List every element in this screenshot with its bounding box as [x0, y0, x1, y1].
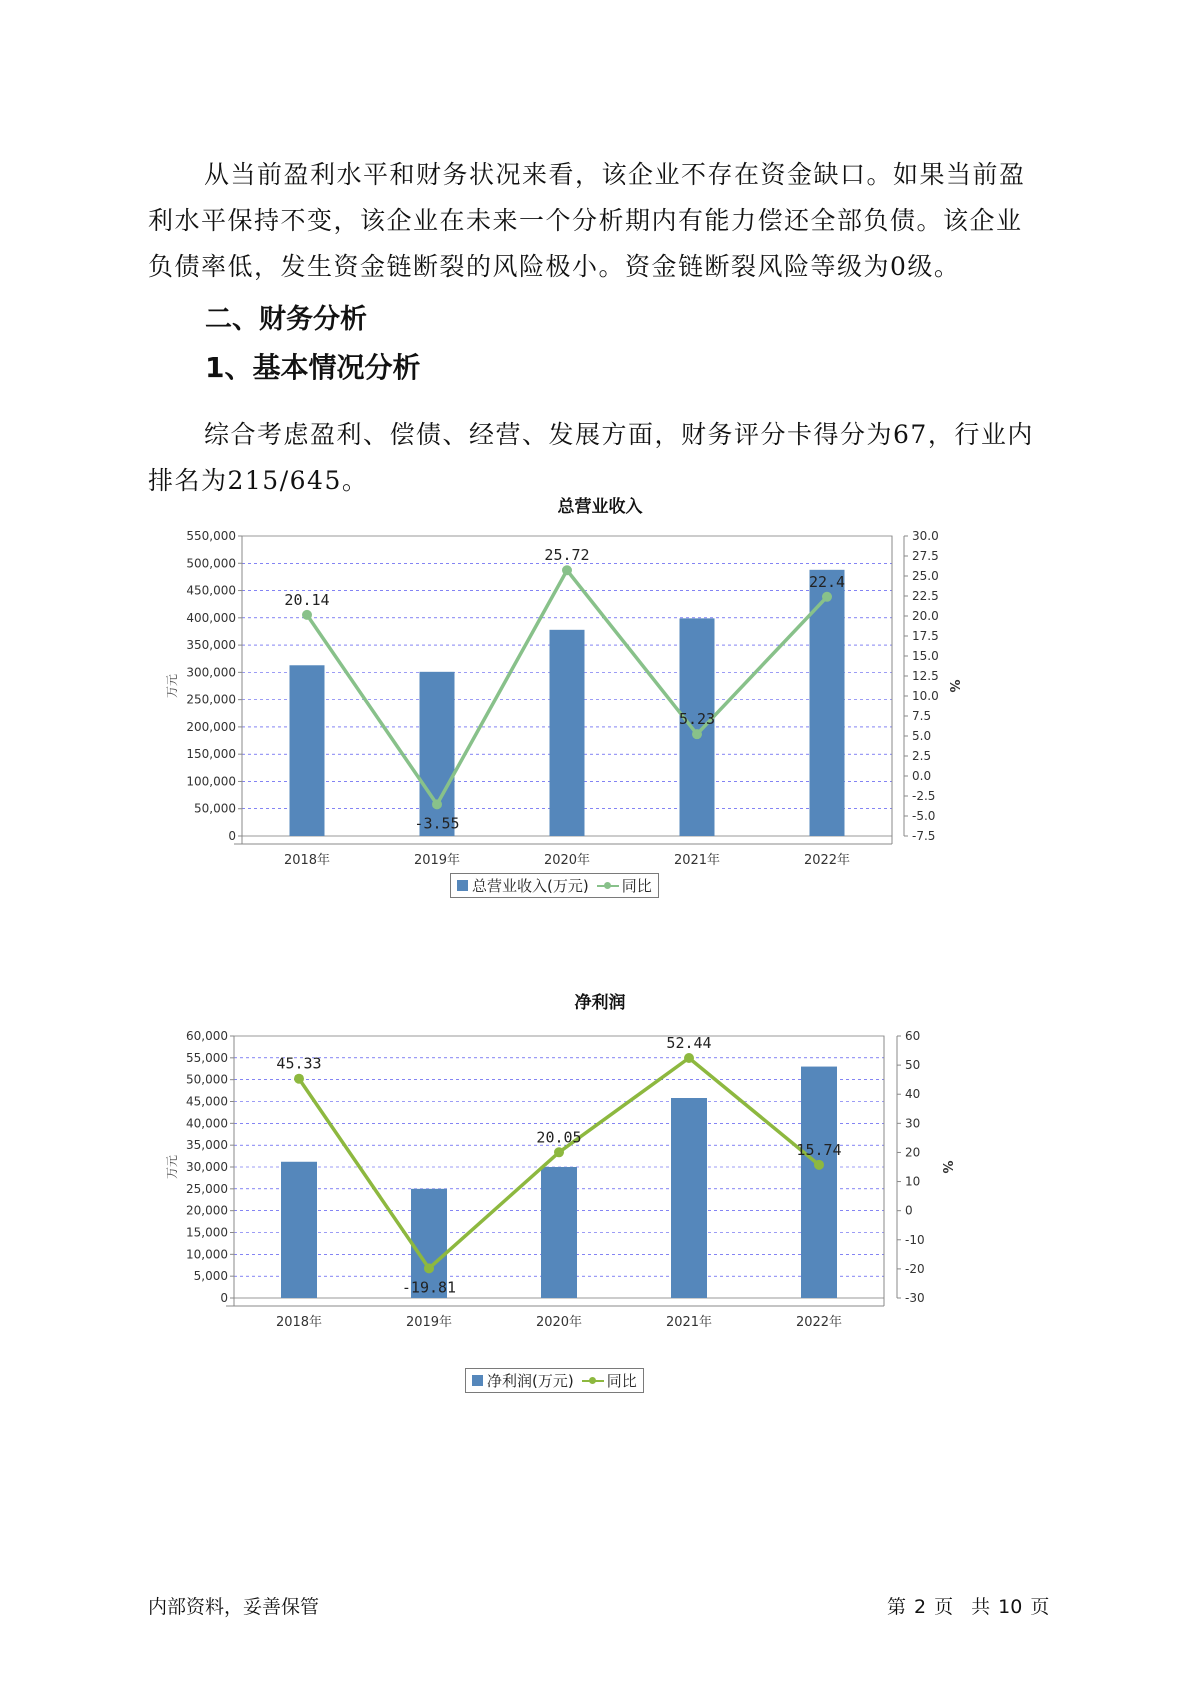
x-axis-tick-label: 2020年: [543, 853, 591, 868]
paragraph-funding-gap: [148, 152, 1048, 290]
revenue-bar: [541, 1167, 577, 1298]
chart-net-profit-plot: [165, 1028, 1020, 1388]
y2-axis-tick-label: 20.0: [912, 609, 939, 623]
legend-line-swatch: [582, 1375, 604, 1386]
legend-line-label: 同比: [606, 1372, 637, 1390]
yoy-data-label: -19.81: [401, 1278, 457, 1297]
y-axis-tick-label: 35,000: [186, 1138, 228, 1153]
y-axis-tick-label: 30,000: [186, 1160, 228, 1174]
y2-axis-tick-label: 25.0: [912, 569, 939, 583]
yoy-data-label: -3.55: [414, 814, 460, 833]
yoy-data-label: 22.4: [808, 572, 846, 591]
y-axis-tick-label: 300,000: [186, 665, 236, 680]
paragraph-scorecard: [148, 412, 1048, 504]
y2-axis-tick-label: 17.5: [912, 629, 939, 643]
legend-line-swatch: [597, 880, 619, 891]
y2-axis-tick-label: 40: [905, 1087, 921, 1102]
y2-axis-tick-label: 5.0: [912, 729, 932, 743]
y2-axis-tick-label: 7.5: [912, 709, 932, 723]
yoy-point: [692, 729, 702, 739]
chart-total-revenue-plot: [165, 528, 1020, 888]
y-axis-tick-label: 400,000: [186, 610, 236, 625]
y-axis-tick-label: 0: [220, 1291, 228, 1305]
y2-axis-tick-label: 30.0: [912, 529, 939, 543]
revenue-bar: [281, 1162, 317, 1298]
y-axis-tick-label: 250,000: [186, 692, 236, 707]
y2-axis-tick-label: 50: [905, 1058, 921, 1073]
yoy-point: [822, 592, 832, 602]
yoy-point: [302, 610, 312, 620]
yoy-point: [424, 1263, 434, 1273]
footer-page-number: [887, 1592, 1057, 1619]
section-heading-financial-analysis: 二、财务分析: [205, 304, 367, 335]
y-axis-tick-label: 60,000: [186, 1029, 228, 1043]
y-axis-tick-label: 40,000: [186, 1116, 228, 1131]
page-unit: 页: [934, 1596, 954, 1618]
y2-axis-tick-label: 15.0: [912, 649, 939, 663]
x-axis-tick-label: 2021年: [665, 1315, 713, 1330]
total-pages: 10: [998, 1596, 1023, 1618]
y2-axis-tick-label: 10: [905, 1174, 921, 1189]
y-axis-tick-label: 50,000: [194, 801, 236, 816]
yoy-data-label: 20.14: [284, 590, 330, 609]
chart-legend: [465, 1368, 644, 1393]
yoy-data-label: 45.33: [276, 1054, 322, 1073]
y2-axis-tick-label: 30: [905, 1116, 921, 1131]
revenue-bar: [550, 630, 585, 836]
yoy-point: [814, 1160, 824, 1170]
yoy-data-label: 20.05: [536, 1128, 582, 1147]
x-axis-tick-label: 2019年: [405, 1315, 453, 1330]
y-axis-tick-label: 10,000: [186, 1247, 228, 1262]
x-axis-tick-label: 2022年: [795, 1315, 843, 1330]
legend-line-label: 同比: [621, 877, 652, 895]
y2-axis-label: %: [946, 679, 961, 693]
y2-axis-tick-label: -7.5: [912, 829, 936, 843]
y-axis-tick-label: 350,000: [186, 638, 236, 653]
y-axis-tick-label: 5,000: [193, 1269, 228, 1284]
y2-axis-tick-label: 0: [905, 1203, 913, 1218]
revenue-bar: [290, 665, 325, 836]
y2-axis-tick-label: -5.0: [912, 809, 936, 823]
y2-axis-tick-label: -20: [905, 1261, 925, 1276]
revenue-bar: [671, 1098, 707, 1298]
y2-axis-tick-label: -10: [905, 1232, 925, 1247]
revenue-bar: [801, 1067, 837, 1298]
y-axis-tick-label: 550,000: [186, 529, 236, 543]
chart-title: 净利润: [574, 993, 626, 1013]
y2-axis-tick-label: 27.5: [912, 549, 939, 563]
x-axis-tick-label: 2021年: [673, 853, 721, 868]
subsection-heading-basic-analysis: 1、基本情况分析: [205, 351, 421, 384]
legend-bar-label: 净利润(万元): [487, 1372, 574, 1390]
total-unit: 页: [1030, 1596, 1050, 1618]
chart-title: 总营业收入: [557, 497, 643, 517]
page-current: 2: [914, 1596, 927, 1618]
yoy-data-label: 15.74: [796, 1140, 842, 1159]
y-axis-tick-label: 450,000: [186, 583, 236, 598]
x-axis-tick-label: 2020年: [535, 1315, 583, 1330]
yoy-point: [554, 1147, 564, 1157]
y2-axis-tick-label: 60: [905, 1029, 921, 1043]
yoy-point: [562, 565, 572, 575]
yoy-point: [432, 799, 442, 809]
x-axis-tick-label: 2018年: [283, 853, 331, 868]
y2-axis-tick-label: 0.0: [912, 769, 932, 783]
revenue-bar: [420, 672, 455, 836]
yoy-data-label: 52.44: [666, 1034, 712, 1053]
x-axis-tick-label: 2022年: [803, 853, 851, 868]
chart-legend: [450, 873, 659, 898]
y-axis-tick-label: 55,000: [186, 1050, 228, 1065]
y-axis-tick-label: 200,000: [186, 719, 236, 734]
y-axis-tick-label: 20,000: [186, 1203, 228, 1218]
legend-bar-swatch: [457, 880, 468, 891]
paragraph-scorecard-text: 综合考虑盈利、偿债、经营、发展方面，财务评分卡得分为67，行业内排名为215/645。: [148, 420, 1034, 495]
y-axis-tick-label: 0: [228, 829, 236, 843]
yoy-data-label: 25.72: [544, 546, 590, 565]
y2-axis-tick-label: -2.5: [912, 789, 936, 803]
y2-axis-tick-label: 2.5: [912, 749, 932, 763]
y-axis-tick-label: 15,000: [186, 1225, 228, 1240]
y-axis-label: 万元: [165, 1154, 179, 1180]
y-axis-tick-label: 25,000: [186, 1181, 228, 1196]
y2-axis-tick-label: 20: [905, 1145, 921, 1160]
y2-axis-tick-label: 22.5: [912, 589, 939, 603]
y-axis-label: 万元: [165, 673, 179, 699]
y-axis-tick-label: 150,000: [186, 747, 236, 762]
legend-bar-swatch: [472, 1375, 483, 1386]
y2-axis-tick-label: 10.0: [912, 689, 939, 703]
y-axis-tick-label: 100,000: [186, 774, 236, 789]
y-axis-tick-label: 45,000: [186, 1094, 228, 1109]
y-axis-tick-label: 50,000: [186, 1072, 228, 1087]
page-prefix: 第: [887, 1596, 907, 1618]
total-prefix: 共: [971, 1596, 991, 1618]
x-axis-tick-label: 2019年: [413, 853, 461, 868]
yoy-data-label: 5.23: [678, 710, 716, 729]
x-axis-tick-label: 2018年: [275, 1315, 323, 1330]
footer-confidential-note: 内部资料，妥善保管: [148, 1596, 320, 1618]
yoy-point: [294, 1074, 304, 1084]
yoy-point: [684, 1053, 694, 1063]
y-axis-tick-label: 500,000: [186, 556, 236, 571]
y2-axis-label: %: [939, 1160, 954, 1174]
legend-bar-label: 总营业收入(万元): [472, 877, 589, 895]
paragraph-funding-gap-text: 从当前盈利水平和财务状况来看，该企业不存在资金缺口。如果当前盈利水平保持不变，该企业在未来一个分析期内有能力偿还全部负债。该企业负债率低，发生资金链断裂的风险极小。资金链断裂风险等级为0级。: [148, 160, 1026, 281]
y2-axis-tick-label: 12.5: [912, 669, 939, 683]
y2-axis-tick-label: -30: [905, 1291, 925, 1305]
